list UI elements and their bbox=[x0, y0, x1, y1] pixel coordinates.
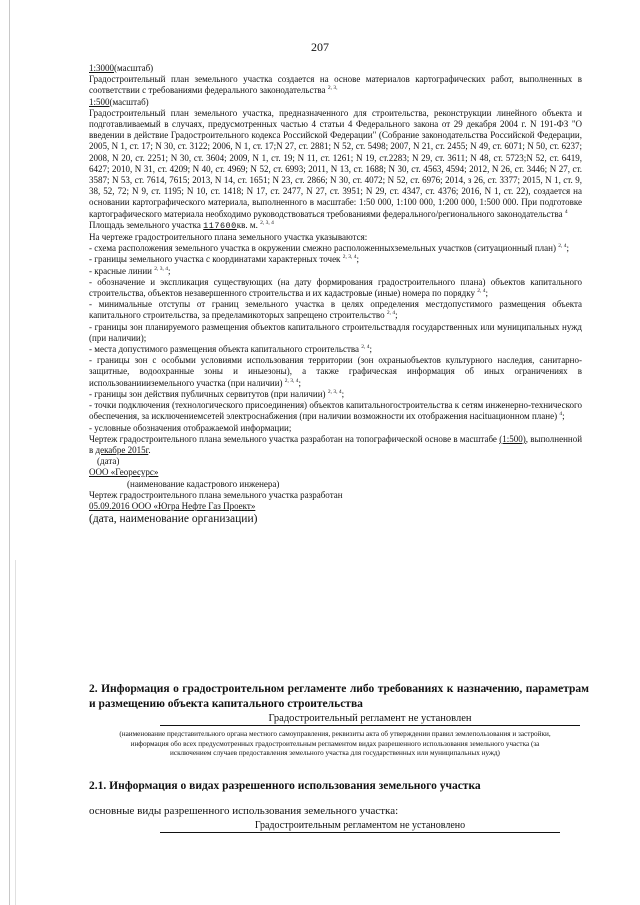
list-item-text: - минимальные отступы от границ земельного участка в целях определения местдопустимого размещения объекта капитального строительства, за пределамикоторых запрещено строительство bbox=[89, 299, 582, 321]
list-item-text: - места допустимого размещения объекта капитального строительства bbox=[89, 344, 360, 355]
paragraph-1 bbox=[89, 74, 582, 96]
list-item bbox=[89, 423, 582, 434]
scale-2 bbox=[89, 97, 582, 108]
footnote-ref: 2, 3, 4 bbox=[260, 219, 274, 226]
footnote-ref: 2, 3, 4 bbox=[342, 254, 357, 261]
developed-value: 05.09.2016 ООО «Югра Нефте Газ Проект» bbox=[89, 500, 256, 511]
list-item-text: - границы земельного участка с координатами характерных точек bbox=[89, 254, 341, 265]
section-2-title: 2. Информация о градостроительном регламенте либо требованиях к назначению, параметрам и размещению объекта капитального строительства bbox=[89, 683, 589, 710]
area-label: Площадь земельного участка bbox=[89, 219, 204, 230]
document-body bbox=[89, 63, 582, 526]
footnote-ref: 2, 3, 4 bbox=[284, 377, 299, 384]
list-item-text: - точки подключения (технологического присоединения) объектов капитальногостроительства к сетям инженерно-технического обеспечения, за исключениемсетей электроснабжения (при наличии возможности их отображения насituационном плане) bbox=[89, 400, 582, 422]
scale-2-suffix: (масштаб) bbox=[109, 96, 149, 107]
area-unit: кв. м. bbox=[236, 219, 258, 230]
footnote-ref: 4 bbox=[559, 411, 563, 418]
left-margin-line bbox=[9, 0, 10, 905]
section-2-value: Градостроительный регламент не установлен bbox=[160, 712, 580, 726]
developed-value-line bbox=[89, 501, 582, 512]
list-item-text: - границы зон действия публичных сервитутов (при наличии) bbox=[89, 388, 326, 399]
area-line bbox=[89, 220, 582, 232]
topo-text: Чертеж градостроительного плана земельного участка разработан на топографической основе в масштабе bbox=[89, 433, 497, 444]
topo-end: . bbox=[148, 444, 151, 455]
scale-2-value: 1:500 bbox=[89, 96, 110, 107]
list-item-text: - условные обозначения отображаемой информации; bbox=[89, 422, 292, 433]
area-value: 117600 bbox=[203, 220, 237, 231]
list-item: - границы земельного участка с координатами характерных точек $^{2, 3, 4}$; bbox=[89, 254, 359, 265]
basic-uses-value: Градостроительным регламентом не установлено bbox=[160, 820, 560, 833]
topo-text-2: , выполненной в bbox=[89, 433, 583, 455]
list-item: - обозначение и экспликация существующих (на дату формирования градостроительного плана) объектов капитального строительства, объектов незавершенного строительства и их кадастровые (иные) номера по порядку $^{2, 4}$; bbox=[89, 276, 582, 299]
list-item-text: - красные линии bbox=[89, 265, 152, 276]
developed-line: Чертеж градостроительного плана земельного участка разработан bbox=[89, 489, 343, 500]
footnote-ref: 2, 3, 4 bbox=[327, 388, 342, 395]
company-name: ООО «Георесурс» bbox=[89, 467, 159, 478]
paragraph-2-text: Градостроительный план земельного участка, предназначенного для строительства, реконструкции линейного объекта и подготавливаемый в случаях, предусмотренных частью 4 статьи 4 Федерального закона от 29 декабря 2004 г. N 191-ФЗ "О введении в действие Градостроительного кодекса Российской Федерации" (Собрание законодательства Российской Федерации, 2005, N 1, ст. 17; N 30, ст. 3122; 2006, N 1, ст. 17;N 27, ст. 2881; N 52, ст. 5498; 2007, N 21, ст. 2455; N 49, ст. 6071; N 50, ст. 6237; 2008, N 20, ст. 2251; N 30, ст. 3604; 2009, N 1, ст. 19; N 11, ст. 1261; N 19, ст.2283; N 29, ст. 3611; N 48, ст. 5723;N 52, ст. 6419, 6427; 2010, N 31, ст. 4209; N 40, ст. 4969; N 52, ст. 6993; 2011, N 13, ст. 1688; N 30, ст. 4563, 4594; 2012, N 26, ст. 3446; N 27, ст. 3587; N 53, ст. 7614, 7615; 2013, N 14, ст. 1651; N 23, ст. 2866; N 30, ст. 4072; N 52, ст. 6976; 2014, з 26, ст. 3377; 2015, N 1, ст. 9, 38, 52, 72; N 9, ст. 1195; N 10, ст. 1418; N 17, ст. 2477, N 27, ст. 3951; N 29, ст. 4347, ст. 4376; 2016, N 1, ст. 22), создается на основании картографического материала, выполненного в масштабе: 1:50 000, 1:100 000, 1:200 000, 1:500 000. При подготовке картографического материала необходимо руководствоваться требованиями федерального/регионального законодательства bbox=[89, 107, 582, 219]
footnote-ref: 2, 4 bbox=[361, 344, 370, 351]
date-label: (дата) bbox=[97, 456, 120, 467]
list-item-text: - схема расположения земельного участка в окружении смежно расположенныхземельных участков (ситуационный план) bbox=[89, 243, 556, 254]
list-item-text: - границы зон планируемого размещения объектов капитального строительствадля государственных или муниципальных нужд (при наличии); bbox=[89, 321, 582, 343]
list-item: - красные линии $^{2, 3, 4}$; bbox=[89, 265, 171, 276]
topo-line bbox=[89, 434, 582, 456]
company-label: (наименование кадастрового инженера) bbox=[127, 478, 280, 489]
list-item: - границы зон с особыми условиями использования территории (зон охраныобъектов культурного наследия, санитарно-защитные, водоохранные зоны и иныезоны), а также графическая информация об иных ограничениях в использованиииземельного участка (при наличии) $^{2, 3, 4}$; bbox=[89, 355, 582, 388]
topo-date: декабре 2015г bbox=[95, 444, 149, 455]
scale-1-suffix: (масштаб) bbox=[114, 63, 154, 73]
scale-1-value: 1:3000 bbox=[89, 63, 115, 73]
footnote-ref: 4 bbox=[564, 208, 568, 215]
list-item: - точки подключения (технологического присоединения) объектов капитальногостроительства к сетям инженерно-технического обеспечения, за исключениемсетей электроснабжения (при наличии возможности их отображения насituационном плане) $^4$; bbox=[89, 400, 582, 422]
list-item: - схема расположения земельного участка в окружении смежно расположенныхземельных участков (ситуационный план) $^{2, 4}$; bbox=[89, 243, 569, 254]
section-2-note: (наименование представительного органа местного самоуправления, реквизиты акта об утверждении правил землепользования и застройки, информация обо всех предусмотренных градостроительным регламентом видах разрешенного использования земельного участка (за исключением случаев предоставления земельного участка для государственных или муниципальных нужд) bbox=[119, 730, 551, 757]
drawing-intro: На чертеже градостроительного плана земельного участка указываются: bbox=[89, 232, 368, 243]
paragraph-2 bbox=[89, 108, 582, 220]
footnote-ref: 2, 4 bbox=[558, 243, 567, 250]
footnote-ref: 2, 3, 4 bbox=[154, 265, 168, 272]
company-line bbox=[89, 467, 582, 478]
section-2-1-title: 2.1. Информация о видах разрешенного использования земельного участка bbox=[89, 780, 481, 792]
basic-uses-label: основные виды разрешенного использования земельного участка: bbox=[89, 805, 399, 817]
footnote-ref: 2, 4 bbox=[386, 310, 396, 317]
footnote-ref: 2, 3, bbox=[327, 85, 338, 92]
scale-1 bbox=[89, 63, 582, 74]
list-item: - места допустимого размещения объекта капитального строительства $^{2, 4}$; bbox=[89, 344, 373, 355]
list-item bbox=[89, 322, 582, 344]
list-item: - минимальные отступы от границ земельного участка в целях определения местдопустимого размещения объекта капитального строительства, за пределамикоторых запрещено строительство $^{2, 4}$; bbox=[89, 299, 582, 321]
list-item-text: - обозначение и экспликация существующих (на дату формирования градостроительного плана) объектов капитального строительства, объектов незавершенного строительства и их кадастровые (иные) номера по порядку bbox=[89, 276, 582, 299]
developed-label: (дата, наименование организации) bbox=[89, 513, 258, 526]
page-number: 207 bbox=[311, 40, 329, 54]
list-item: - границы зон действия публичных сервитутов (при наличии) $^{2, 3, 4}$; bbox=[89, 388, 345, 399]
left-margin-line-2 bbox=[15, 560, 16, 905]
list-item-text: - границы зон с особыми условиями использования территории (зон охраныобъектов культурного наследия, санитарно-защитные, водоохранные зоны и иныезоны), а также графическая информация об иных ограничениях в использованиииземельного участка (при наличии) bbox=[89, 355, 582, 388]
requirements-list bbox=[89, 243, 582, 433]
footnote-ref: 2, 4 bbox=[477, 288, 486, 295]
topo-scale: (1:500) bbox=[499, 433, 526, 444]
paragraph-1-text: Градостроительный план земельного участка создается на основе материалов картографических работ, выполненных в соответствии с требованиями федерального законодательства bbox=[89, 74, 582, 96]
